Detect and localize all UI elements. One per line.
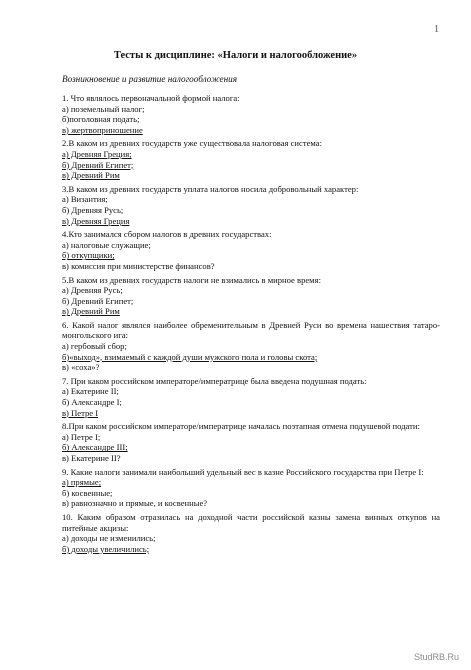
- answer-text: а) Византия;: [62, 194, 108, 205]
- question-block: [62, 275, 440, 317]
- answer-option: [62, 306, 440, 317]
- answer-text: в) Древний Рим: [62, 306, 120, 317]
- answer-text: б) Древний Египет;: [62, 159, 134, 170]
- question-block: [62, 93, 440, 135]
- question-text: 2.В каком из древних государств уже существовала налоговая система:: [62, 138, 322, 149]
- answer-option: [62, 341, 440, 352]
- answer-option: [62, 453, 440, 464]
- answer-option: [62, 114, 440, 125]
- answer-text: а) доходы не изменились;: [62, 533, 156, 544]
- answer-text: а) налоговые служащие;: [62, 239, 151, 250]
- answer-text: в) жертвоприношение: [62, 124, 143, 135]
- question-text: 6. Какой налог являлся наиболее обременительным в Древней Руси во времена нашествия татаро-монгольского ига:: [62, 319, 440, 341]
- answer-option: [62, 170, 440, 181]
- answer-option: [62, 432, 440, 443]
- answer-text: а) прямые;: [62, 477, 102, 488]
- question-text: 5.В каком из древних государств налоги не взимались в мирное время:: [62, 274, 321, 285]
- question-text: 9. Какие налоги занимали наибольший удельный вес в казне Российского государства при Петре I:: [62, 466, 424, 477]
- answer-text: в) Петре I: [62, 407, 99, 418]
- question-block: [62, 467, 440, 509]
- question-text: 3.В каком из древних государств уплата налогов носила добровольный характер:: [62, 183, 359, 194]
- question-block: [62, 320, 440, 373]
- answer-text: б) доходы увеличились;: [62, 543, 150, 554]
- answer-option: [62, 352, 440, 363]
- answer-text: в) комиссия при министерстве финансов?: [62, 260, 215, 271]
- question-block: [62, 376, 440, 418]
- page-number: 1: [434, 24, 439, 35]
- answer-text: в) Древняя Греция: [62, 215, 130, 226]
- answer-option: [62, 477, 440, 488]
- question-block: [62, 512, 440, 554]
- answer-option: [62, 544, 440, 555]
- answer-option: [62, 240, 440, 251]
- answer-option: [62, 408, 440, 419]
- answer-text: в) равнозначно и прямые, и косвенные?: [62, 498, 208, 509]
- answer-option: [62, 296, 440, 307]
- answer-text: в) «соха»?: [62, 362, 100, 373]
- answer-text: а) гербовый сбор;: [62, 341, 127, 352]
- question-block: [62, 421, 440, 463]
- answer-option: [62, 125, 440, 136]
- answer-text: б) косвенные;: [62, 487, 113, 498]
- answer-text: б)поголовная подать;: [62, 114, 140, 125]
- watermark-footer: StudRB.Ru: [413, 652, 459, 662]
- question-text: 7. При каком российском императоре/императрице была введена подушная подать:: [62, 375, 367, 386]
- question-block: [62, 229, 440, 271]
- answer-option: [62, 250, 440, 261]
- answer-text: б) Древний Египет;: [62, 295, 134, 306]
- answer-option: [62, 149, 440, 160]
- answer-text: в) Екатерине II?: [62, 453, 121, 463]
- answer-option: [62, 442, 440, 453]
- answer-text: а) Петре I;: [62, 431, 101, 442]
- question-text: 8.При каком российском императоре/императрице началась поэтапная отмена подушевой подати:: [62, 421, 420, 432]
- answer-option: [62, 205, 440, 216]
- answer-option: [62, 261, 440, 272]
- document-title: Тесты к дисциплине: «Налоги и налогообложение»: [113, 50, 358, 61]
- answer-option: [62, 362, 440, 373]
- answer-option: [62, 397, 440, 408]
- answer-option: [62, 386, 440, 397]
- answer-text: а) поземельный налог;: [62, 103, 145, 114]
- question-block: [62, 138, 440, 180]
- section-heading: Возникновение и развитие налогообложения: [62, 74, 238, 84]
- answer-option: [62, 498, 440, 509]
- answer-option: [62, 285, 440, 296]
- answer-option: [62, 104, 440, 115]
- answer-text: б)«выход», взимаемый с каждой души мужского пола и головы скота;: [62, 351, 318, 362]
- answer-option: [62, 488, 440, 499]
- answer-text: б) Древняя Русь;: [62, 204, 124, 215]
- answer-text: б) Александре I;: [62, 397, 122, 408]
- answer-text: а) Древняя Русь;: [62, 285, 123, 296]
- question-text: 4.Кто занимался сбором налогов в древних государствах:: [62, 229, 272, 240]
- answer-text: б) Александре III;: [62, 442, 128, 453]
- question-text: 10. Каким образом отразилась на доходной части российской казны замена винных откупов на питейные акцизы:: [62, 511, 440, 533]
- answer-option: [62, 194, 440, 205]
- question-text: 1. Что являлось первоначальной формой налога:: [62, 93, 240, 103]
- answer-text: а) Древняя Греция;: [62, 148, 132, 159]
- questions-list: [62, 90, 440, 554]
- answer-option: [62, 533, 440, 544]
- answer-option: [62, 160, 440, 171]
- answer-text: в) Древний Рим: [62, 170, 120, 181]
- answer-text: а) Екатерине II;: [62, 386, 119, 397]
- answer-text: б) откупщики;: [62, 250, 115, 261]
- answer-option: [62, 216, 440, 227]
- question-block: [62, 184, 440, 226]
